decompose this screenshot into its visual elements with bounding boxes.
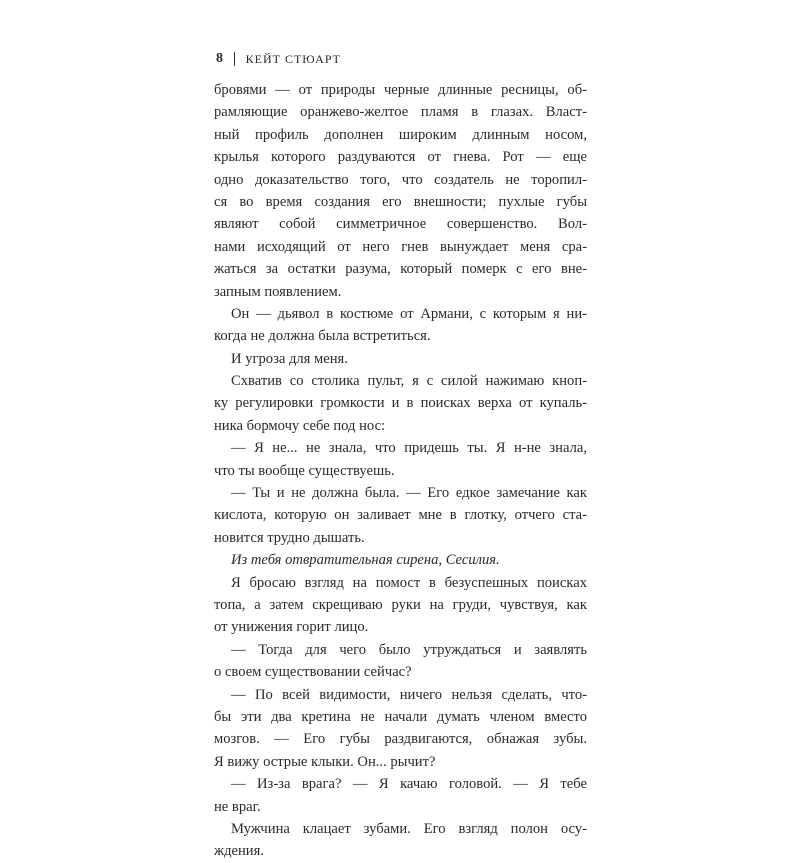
text-line: Я вижу острые клыки. Он... рычит?	[214, 753, 436, 770]
text-line: ку регулировки громкости и в поисках верха от купаль-	[214, 395, 587, 412]
text-line: — Я не... не знала, что придешь ты. Я н-не знала,	[231, 440, 587, 457]
page-header	[216, 51, 341, 67]
text-line: не враг.	[214, 798, 261, 815]
text-line: что ты вообще существуешь.	[214, 462, 395, 479]
text-line: Я бросаю взгляд на помост в безуспешных поисках	[231, 574, 587, 591]
text-line: — Тогда для чего было утруждаться и заявлять	[231, 641, 587, 658]
text-line: — Ты и не должна была. — Его едкое замечание как	[231, 485, 587, 502]
text-line: ный профиль дополнен широким длинным носом,	[214, 126, 587, 143]
text-line: от унижения горит лицо.	[214, 619, 369, 636]
text-line: ника бормочу себе под нос:	[214, 417, 386, 434]
text-line: — Из-за врага? — Я качаю головой. — Я тебе	[231, 776, 587, 793]
text-line: бровями — от природы черные длинные ресницы, об-	[214, 82, 587, 98]
text-line: бы эти два кретина не начали думать членом вместо	[214, 708, 587, 725]
text-line: рамляющие оранжево-желтое пламя в глазах. Власт-	[214, 104, 587, 121]
text-line: являют собой симметричное совершенство. Вол-	[214, 216, 587, 233]
text-line: Он — дьявол в костюме от Армани, с которым я ни-	[231, 305, 587, 322]
text-line: мозгов. — Его губы раздвигаются, обнажая зубы.	[214, 731, 587, 748]
page-number: 8	[216, 51, 224, 66]
text-line: Мужчина клацает зубами. Его взгляд полон осу-	[231, 820, 587, 837]
text-line: о своем существовании сейчас?	[214, 664, 412, 681]
header-divider	[234, 52, 235, 66]
text-line: крылья которого раздуваются от гнева. Рот — еще	[214, 149, 587, 166]
text-line: ся во время создания его внешности; пухлые губы	[214, 193, 587, 210]
text-line: запным появлением.	[214, 283, 342, 300]
page-body-text	[214, 79, 587, 863]
text-line: жаться за остатки разума, который померк с его вне-	[214, 261, 587, 278]
text-line: когда не должна была встретиться.	[214, 328, 431, 345]
running-title: КЕЙТ СТЮАРТ	[245, 51, 341, 66]
text-line: кислота, которую он заливает мне в глотку, отчего ста-	[214, 507, 587, 524]
text-line: И угроза для меня.	[231, 350, 348, 367]
text-line: Схватив со столика пульт, я с силой нажимаю кноп-	[231, 373, 587, 390]
text-line: топа, а затем скрещиваю руки на груди, чувствуя, как	[214, 596, 587, 613]
text-line: нами исходящий от него гнев вынуждает меня сра-	[214, 238, 587, 255]
text-line: одно доказательство того, что создатель не торопил-	[214, 171, 587, 188]
text-line: — По всей видимости, ничего нельзя сделать, что-	[231, 686, 587, 703]
text-line: ждения.	[214, 843, 264, 860]
text-line: новится трудно дышать.	[214, 529, 365, 546]
text-line: Из тебя отвратительная сирена, Сесилия.	[231, 552, 500, 569]
